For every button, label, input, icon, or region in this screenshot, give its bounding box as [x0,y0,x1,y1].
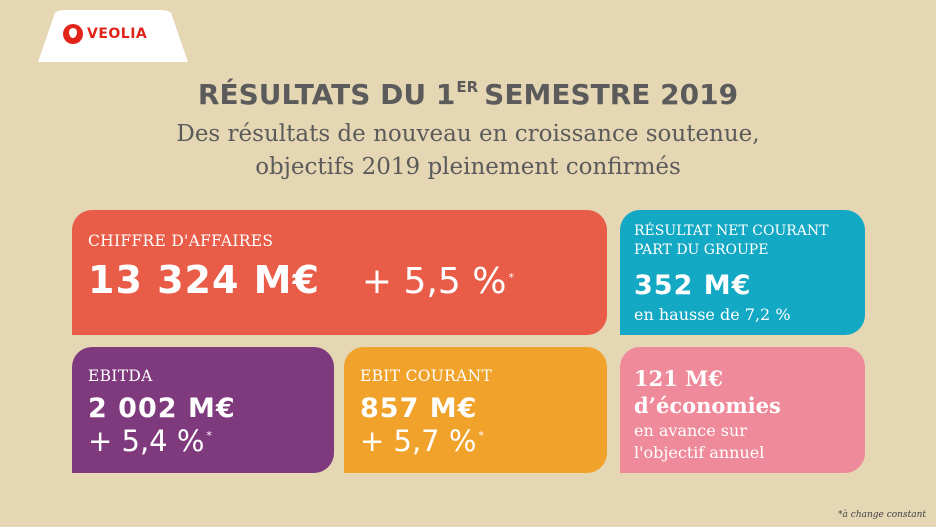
card-chiffre-affaires [72,210,607,335]
page-subtitle [0,118,936,184]
title-part2: SEMESTRE 2019 [484,78,739,111]
veolia-logo-text: VEOLIA [87,26,148,42]
subtitle-line-2: objectifs 2019 pleinement confirmés [255,154,681,180]
rn-value: 352 M€ [634,270,752,301]
title-superscript: ER [456,78,479,96]
eco-sub-line-1: en avance sur [634,421,747,440]
ca-change [362,261,514,302]
ca-change-text: + 5,5 % [361,261,507,302]
card-economies [620,347,865,473]
ebit-footnote-mark: * [478,429,484,442]
footnote: *à change constant [838,510,926,520]
ebitda-footnote-mark: * [206,429,212,442]
page-title [0,78,936,111]
card-resultat-net [620,210,865,335]
rn-sub: en hausse de 7,2 % [634,305,791,324]
rn-label-line-1: RÉSULTAT NET COURANT [634,223,829,239]
card-ebitda [72,347,334,473]
ca-label: CHIFFRE D'AFFAIRES [88,232,274,250]
ebit-change-text: + 5,7 % [360,424,477,458]
subtitle-line-1: Des résultats de nouveau en croissance soutenue, [176,121,760,147]
ca-footnote-mark: * [508,271,514,284]
ebit-value: 857 M€ [360,393,478,424]
ca-row [88,258,607,302]
ebitda-change [88,424,334,458]
ebitda-value: 2 002 M€ [88,393,236,424]
ebitda-label: EBITDA [88,367,153,385]
eco-value-line-2: d’économies [634,393,781,418]
ebitda-change-text: + 5,4 % [88,424,205,458]
title-part1: RÉSULTATS DU 1 [197,78,456,111]
rn-label-line-2: PART DU GROUPE [634,242,769,258]
eco-value-line-1: 121 M€ [634,366,724,391]
ebit-label: EBIT COURANT [360,367,493,385]
ca-value: 13 324 M€ [88,258,320,302]
veolia-logo[interactable] [63,24,147,44]
ebit-change [360,424,607,458]
veolia-logo-icon [63,24,83,44]
eco-sub-line-2: l'objectif annuel [634,443,765,462]
card-ebit-courant [344,347,607,473]
